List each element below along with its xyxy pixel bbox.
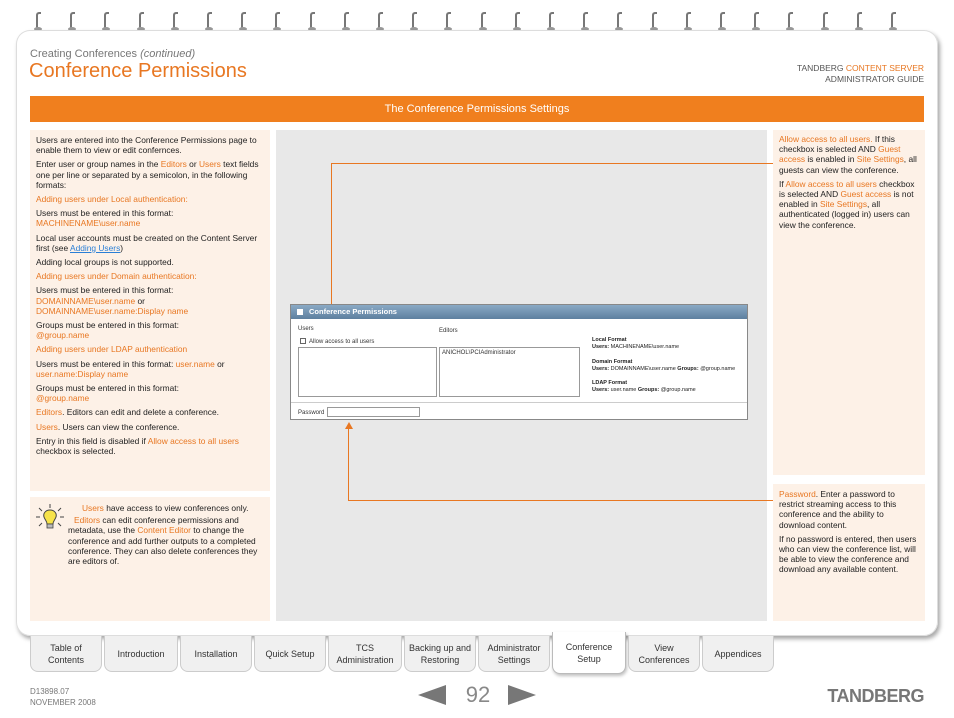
local-auth-heading: Adding users under Local authentication: [36,194,188,205]
users-textarea[interactable] [298,347,437,397]
page-title: Conference Permissions [29,60,247,82]
callout-line-password-vert [348,428,349,501]
editors-desc: Editors. Editors can edit and delete a conference. [36,407,219,418]
callout-line-allow [331,163,776,164]
editors-label: Editors [439,328,458,334]
disabled-note: Entry in this field is disabled if Allow access to all users checkbox is selected. [36,435,239,457]
tab-introduction[interactable]: Introduction [104,636,178,672]
local-format: Users must be entered in this format: MACHINENAME\user.name [36,208,174,229]
lightbulb-icon [36,503,64,531]
domain-auth-heading: Adding users under Domain authentication: [36,271,197,282]
users-label: Users [298,326,314,332]
callout-line-password [348,500,776,501]
editors-textarea[interactable] [439,347,580,397]
domain-format: Users must be entered in this format: DOMAINNAME\user.name or DOMAINNAME\user.name:Display name [36,285,189,316]
tab-appendices[interactable]: Appendices [702,636,774,672]
adding-users-link[interactable]: Adding Users [69,242,121,253]
previous-page-arrow-icon[interactable] [418,685,446,705]
tab-conference-setup[interactable]: Conference Setup [552,632,626,674]
brand-label: TANDBERG CONTENT SERVER ADMINISTRATOR GUIDE [796,63,924,84]
domain-groups: Groups must be entered in this format: @group.name [36,320,179,341]
allow-access-desc-2: If Allow access to all users checkbox is selected AND Guest access is not enabled in Site Settings, all authenticated (logged in) users can view the conference. [779,178,915,230]
section-banner: The Conference Permissions Settings [30,96,924,122]
domain-format-hint: Domain Format Users: DOMAINNAME\user.name Groups: @group.name [592,359,736,372]
callout-arrow-password [345,422,353,429]
collapse-icon[interactable] [297,309,303,315]
local-format-hint: Local Format Users: MACHINENAME\user.name [592,337,680,350]
permissions-screenshot [290,304,748,420]
intro-text: Users are entered into the Conference Permissions page to enable them to view or edit confernces. [36,135,257,156]
page-navigator [418,682,538,710]
tip-panel [30,497,270,621]
instructions-panel [30,130,270,491]
allow-access-panel [773,130,925,475]
password-input[interactable] [327,407,420,417]
allow-access-desc: Allow access to all users. If this checkbox is selected AND Guest access is enabled in Site Settings, all guests can view the conference. [779,134,917,175]
ldap-format: Users must be entered in this format: user.name or user.name:Display name [36,358,225,379]
ldap-auth-heading: Adding users under LDAP authentication [36,344,188,355]
tab-table-of-contents[interactable]: Table of Contents [30,636,102,672]
tab-quick-setup[interactable]: Quick Setup [254,636,326,672]
tip-users: Users have access to view conferences only. [82,503,249,513]
tandberg-logo: TANDBERG [827,686,924,706]
local-note: Local user accounts must be created on the Content Server first (see Adding Users) [36,232,258,253]
screenshot-titlebar: Conference Permissions [291,305,747,319]
tab-view-conferences[interactable]: View Conferences [628,636,700,672]
tab-installation[interactable]: Installation [180,636,252,672]
password-note: If no password is entered, then users who can view the conference list, will be able to view the conference and download any available content. [779,533,917,575]
ldap-format-hint: LDAP Format Users: user.name Groups: @group.name [592,380,696,393]
editors-value: ANICHOL\PCIAdministrator [442,350,516,356]
password-desc: Password. Enter a password to restrict streaming access to this conference and the ability to download content. [779,489,897,530]
allow-all-label: Allow access to all users [309,339,375,345]
password-label: Password [298,410,325,416]
tip-editors: Editors can edit conference permissions and metadata, use the Content Editor to change the conference and add further outputs to a completed conference. They can also delete conferences they are editors of. [68,515,258,567]
section-heading: Creating Conferences (continued) [30,48,196,60]
page-number: 92 [465,682,491,707]
tab-administrator-settings[interactable]: Administrator Settings [478,636,550,672]
ldap-groups: Groups must be entered in this format: @group.name [36,383,179,404]
tab-tcs-administration[interactable]: TCS Administration [328,636,402,672]
doc-number: D13898.07 NOVEMBER 2008 [30,687,96,707]
local-groups-note: Adding local groups is not supported. [36,257,174,268]
password-panel [773,484,925,621]
screenshot-divider [291,402,747,403]
next-page-arrow-icon[interactable] [508,685,536,705]
format-intro: Enter user or group names in the Editors or Users text fields one per line or separated by a semicolon, in the following formats: [36,159,259,190]
users-desc: Users. Users can view the conference. [36,421,180,432]
allow-all-checkbox[interactable] [300,338,306,344]
tab-backing-up[interactable]: Backing up and Restoring [404,636,476,672]
